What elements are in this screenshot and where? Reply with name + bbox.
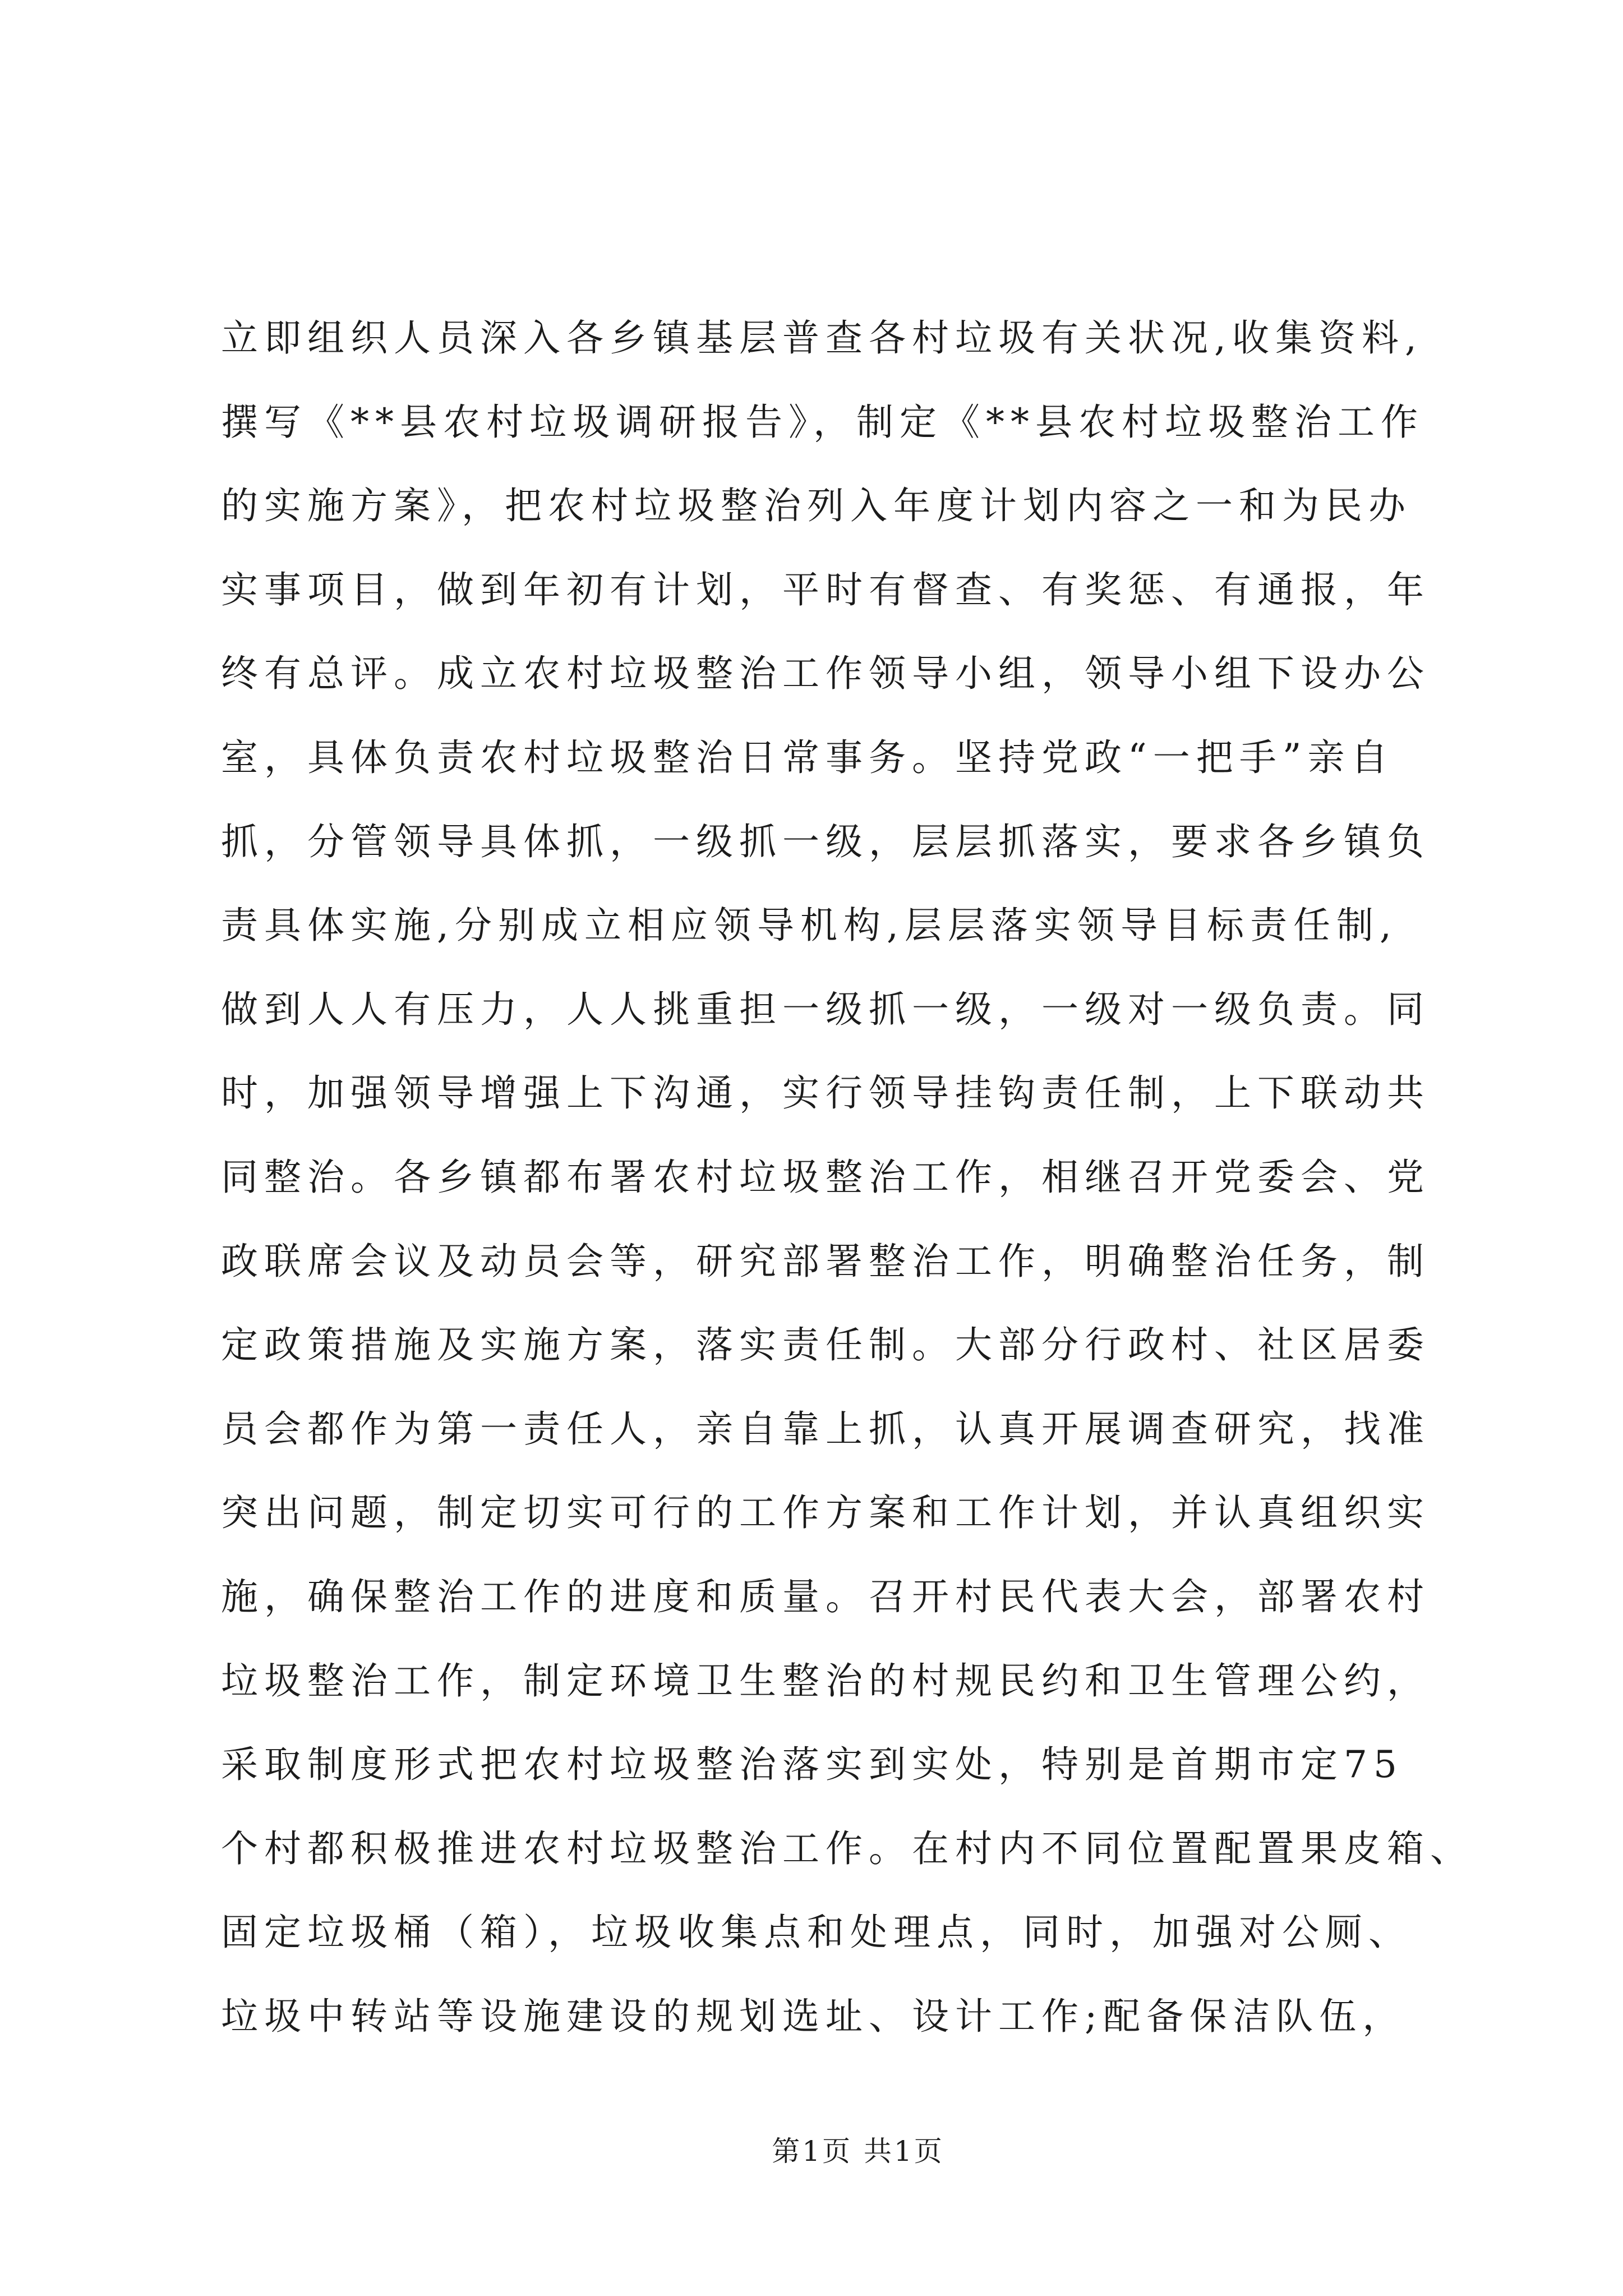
text-line: 垃圾整治工作，制定环境卫生整治的村规民约和卫生管理公约， (221, 1659, 1430, 1703)
text-line: 实事项目，做到年初有计划，平时有督查、有奖惩、有通报，年 (221, 568, 1430, 611)
body-text (221, 296, 1556, 2058)
text-line: 突出问题，制定切实可行的工作方案和工作计划，并认真组织实 (221, 1491, 1430, 1535)
text-line: 立即组织人员深入各乡镇基层普查各村垃圾有关状况,收集资料, (221, 316, 1423, 360)
text-line: 定政策措施及实施方案，落实责任制。大部分行政村、社区居委 (221, 1323, 1430, 1367)
text-line: 撰写《**县农村垃圾调研报告》，制定《**县农村垃圾整治工作 (221, 400, 1424, 444)
text-line: 做到人人有压力，人人挑重担一级抓一级，一级对一级负责。同 (221, 987, 1430, 1031)
text-line: 责具体实施,分别成立相应领导机构,层层落实领导目标责任制, (221, 904, 1398, 947)
text-line: 采取制度形式把农村垃圾整治落实到实处，特别是首期市定75 (221, 1743, 1403, 1787)
text-line: 终有总评。成立农村垃圾整治工作领导小组，领导小组下设办公 (221, 652, 1430, 696)
text-line: 室，具体负责农村垃圾整治日常事务。坚持党政“一把手”亲自 (221, 735, 1394, 779)
page-footer: 第1页 共1页 (772, 2135, 944, 2168)
text-line: 个村都积极推进农村垃圾整治工作。在村内不同位置配置果皮箱、 (221, 1826, 1473, 1870)
text-line: 抓，分管领导具体抓，一级抓一级，层层抓落实，要求各乡镇负 (221, 820, 1430, 863)
text-line: 固定垃圾桶（箱），垃圾收集点和处理点，同时，加强对公厕、 (221, 1911, 1412, 1954)
text-line: 的实施方案》，把农村垃圾整治列入年度计划内容之一和为民办 (221, 484, 1412, 528)
text-line: 垃圾中转站等设施建设的规划选址、设计工作;配备保洁队伍， (221, 1994, 1406, 2038)
text-line: 施，确保整治工作的进度和质量。召开村民代表大会，部署农村 (221, 1575, 1430, 1618)
text-line: 同整治。各乡镇都布署农村垃圾整治工作，相继召开党委会、党 (221, 1155, 1430, 1199)
text-line: 时，加强领导增强上下沟通，实行领导挂钩责任制，上下联动共 (221, 1071, 1430, 1115)
text-line: 员会都作为第一责任人，亲自靠上抓，认真开展调查研究，找准 (221, 1407, 1430, 1451)
text-line: 政联席会议及动员会等，研究部署整治工作，明确整治任务，制 (221, 1239, 1430, 1283)
